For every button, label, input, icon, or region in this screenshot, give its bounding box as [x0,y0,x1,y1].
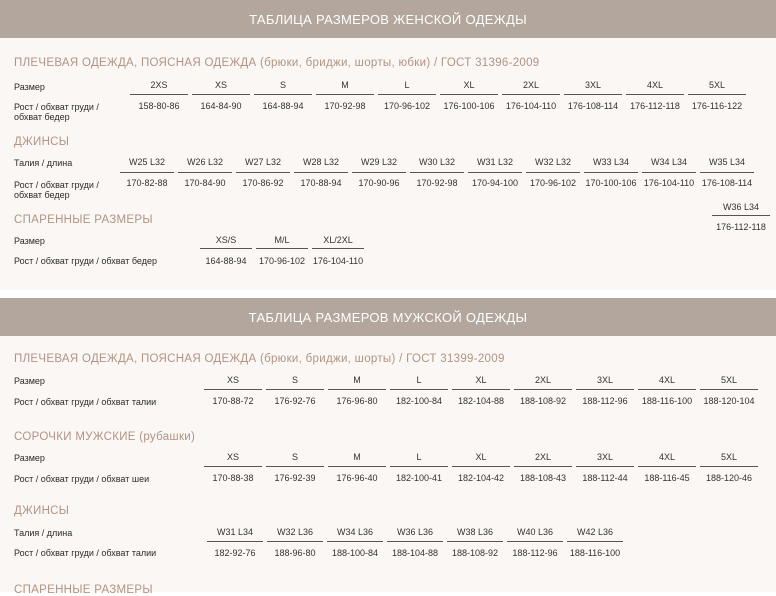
measurement-cell: 176-92-76 [274,396,316,406]
size-cell: XS [226,452,239,462]
size-cell: 4XL [658,375,675,385]
women-jeans-extra-size: W36 L34 [722,202,760,212]
men-chart-title: ТАБЛИЦА РАЗМЕРОВ МУЖСКОЙ ОДЕЖДЫ [248,309,528,325]
size-cell: M [353,452,361,462]
size-cell: 5XL [720,375,737,385]
column-divider [256,248,308,249]
measurement-cell: 176-108-114 [701,178,753,188]
column-divider [452,466,510,467]
size-cell: M [353,375,361,385]
measurement-cell: 176-104-110 [643,178,695,188]
column-divider [514,389,572,390]
women-jeans-extra-divider [712,215,770,216]
measurement-cell: 182-104-42 [457,473,505,483]
measurement-cell: 188-112-96 [582,396,628,406]
size-cell: 2XL [522,80,539,90]
size-cell: XS [226,375,239,385]
size-cell: W34 L34 [650,157,688,167]
men-shirts-size-label: Размер [14,453,45,463]
column-divider [267,541,323,542]
measurement-cell: 188-120-104 [703,396,755,406]
column-divider [700,466,758,467]
measurement-cell: 170-88-38 [212,473,254,483]
measurement-cell: 176-100-106 [443,101,495,111]
size-cell: M/L [274,235,290,245]
column-divider [312,248,364,249]
size-cell: W27 L32 [244,157,282,167]
size-cell: W30 L32 [418,157,456,167]
women-outerwear-heading: ПЛЕЧЕВАЯ ОДЕЖДА, ПОЯСНАЯ ОДЕЖДА (брюки, бриджи, шорты, юбки) / ГОСТ 31396-2009 [14,57,540,69]
size-cell: XL [463,80,475,90]
column-divider [688,94,746,95]
men-outerwear-measure-label: Рост / обхват груди / обхват талии [14,397,157,407]
column-divider [564,94,622,95]
column-divider [452,389,510,390]
men-outerwear-heading: ПЛЕЧЕВАЯ ОДЕЖДА, ПОЯСНАЯ ОДЕЖДА (брюки, бриджи, шорты) / ГОСТ 31399-2009 [14,353,505,365]
measurement-cell: 176-116-122 [691,101,743,111]
measurement-cell: 188-112-96 [512,548,558,558]
measurement-cell: 170-92-98 [416,178,458,188]
measurement-cell: 170-88-94 [300,178,342,188]
column-divider [576,389,634,390]
measurement-cell: 188-112-44 [582,473,628,483]
column-divider [352,172,406,173]
size-cell: W29 L32 [360,157,398,167]
size-cell: S [291,452,298,462]
size-cell: 3XL [596,452,613,462]
size-cell: W33 L34 [592,157,630,167]
column-divider [130,94,188,95]
size-cell: W32 L32 [534,157,572,167]
women-paired-measure-label: Рост / обхват груди / обхват бедер [14,256,157,266]
column-divider [378,94,436,95]
measurement-cell: 170-90-96 [358,178,400,188]
size-cell: W40 L36 [516,527,554,537]
size-cell: XL/2XL [323,235,353,245]
column-divider [638,466,696,467]
column-divider [526,172,580,173]
column-divider [447,541,503,542]
column-divider [294,172,348,173]
size-cell: W28 L32 [302,157,340,167]
size-cell: 3XL [584,80,601,90]
measurement-cell: 182-100-41 [395,473,443,483]
size-cell: 2XS [150,80,168,90]
measurement-cell: 176-104-110 [312,256,364,266]
size-cell: 4XL [646,80,663,90]
column-divider [254,94,312,95]
column-divider [192,94,250,95]
column-divider [327,541,383,542]
column-divider [576,466,634,467]
column-divider [584,172,638,173]
women-jeans-heading: ДЖИНСЫ [14,136,70,148]
measurement-cell: 188-116-100 [641,396,693,406]
column-divider [266,389,324,390]
column-divider [390,466,448,467]
column-divider [507,541,563,542]
measurement-cell: 188-108-92 [519,396,567,406]
column-divider [204,389,262,390]
measurement-cell: 176-112-118 [630,101,680,111]
size-cell: W42 L36 [576,527,614,537]
measurement-cell: 176-96-40 [336,473,378,483]
size-cell: W34 L36 [336,527,374,537]
men-paired-heading: СПАРЕННЫЕ РАЗМЕРЫ [14,584,153,596]
column-divider [178,172,232,173]
size-cell: XL [475,452,487,462]
size-cell: W26 L32 [186,157,224,167]
column-divider [638,389,696,390]
size-cell: L [416,375,422,385]
column-divider [328,466,386,467]
column-divider [328,389,386,390]
column-divider [266,466,324,467]
column-divider [387,541,443,542]
men-shirts-measure-label: Рост / обхват груди / обхват шеи [14,474,150,484]
women-outerwear-size-label: Размер [14,82,45,92]
size-cell: S [279,80,286,90]
men-jeans-size-label: Талия / длина [14,528,73,538]
size-cell: 2XL [534,375,551,385]
measurement-cell: 188-108-92 [451,548,499,558]
size-cell: W36 L36 [396,527,434,537]
column-divider [410,172,464,173]
size-cell: W31 L34 [216,527,254,537]
women-paired-size-label: Размер [14,236,45,246]
column-divider [468,172,522,173]
measurement-cell: 170-94-100 [471,178,519,188]
column-divider [120,172,174,173]
measurement-cell: 188-100-84 [331,548,379,558]
measurement-cell: 176-108-114 [567,101,619,111]
size-cell: M [341,80,349,90]
measurement-cell: 188-116-45 [644,473,690,483]
measurement-cell: 164-88-94 [205,256,247,266]
women-jeans-extra-measure: 176-112-118 [716,222,766,232]
men-size-chart-banner [0,298,776,336]
column-divider [207,541,263,542]
women-size-chart-banner [0,0,776,38]
measurement-cell: 170-96-102 [383,101,431,111]
men-shirts-heading: СОРОЧКИ МУЖСКИЕ (рубашки) [14,431,196,443]
measurement-cell: 164-84-90 [200,101,242,111]
column-divider [567,541,623,542]
men-outerwear-size-label: Размер [14,376,45,386]
measurement-cell: 170-88-72 [212,396,254,406]
women-outerwear-measure-label: Рост / обхват груди / обхват бедер [14,102,99,122]
column-divider [316,94,374,95]
size-cell: W32 L36 [276,527,314,537]
measurement-cell: 182-92-76 [214,548,256,558]
measurement-cell: 182-104-88 [457,396,505,406]
column-divider [236,172,290,173]
size-cell: W38 L36 [456,527,494,537]
column-divider [626,94,684,95]
measurement-cell: 170-100-106 [585,178,637,188]
measurement-cell: 176-104-110 [505,101,557,111]
women-jeans-size-label: Талия / длина [14,158,73,168]
column-divider [204,466,262,467]
size-cell: 3XL [596,375,613,385]
column-divider [514,466,572,467]
column-divider [440,94,498,95]
column-divider [700,172,754,173]
women-chart-title: ТАБЛИЦА РАЗМЕРОВ ЖЕНСКОЙ ОДЕЖДЫ [249,11,527,27]
measurement-cell: 188-120-46 [705,473,753,483]
measurement-cell: 170-86-92 [242,178,284,188]
measurement-cell: 170-96-102 [529,178,577,188]
size-cell: XL [475,375,487,385]
women-paired-heading: СПАРЕННЫЕ РАЗМЕРЫ [14,214,153,226]
measurement-cell: 170-82-88 [126,178,168,188]
men-jeans-heading: ДЖИНСЫ [14,505,70,517]
measurement-cell: 188-116-100 [569,548,621,558]
size-cell: S [291,375,298,385]
measurement-cell: 170-96-102 [258,256,306,266]
measurement-cell: 188-96-80 [274,548,316,558]
measurement-cell: 164-88-94 [262,101,304,111]
column-divider [700,389,758,390]
measurement-cell: 170-92-98 [324,101,366,111]
column-divider [390,389,448,390]
measurement-cell: 158-80-86 [138,101,180,111]
size-cell: XS/S [215,235,237,245]
measurement-cell: 182-100-84 [395,396,443,406]
measurement-cell: 176-92-39 [274,473,316,483]
size-cell: W25 L32 [128,157,166,167]
measurement-cell: 188-104-88 [391,548,439,558]
size-cell: 4XL [658,452,675,462]
measurement-cell: 188-108-43 [519,473,567,483]
size-cell: L [404,80,410,90]
measurement-cell: 176-96-80 [336,396,378,406]
column-divider [502,94,560,95]
size-cell: XS [214,80,227,90]
size-cell: W35 L34 [708,157,746,167]
column-divider [642,172,696,173]
size-cell: 2XL [534,452,551,462]
size-cell: 5XL [720,452,737,462]
size-cell: L [416,452,422,462]
measurement-cell: 170-84-90 [184,178,226,188]
women-jeans-measure-label: Рост / обхват груди / обхват бедер [14,180,99,200]
men-jeans-measure-label: Рост / обхват груди / обхват талии [14,548,157,558]
column-divider [200,248,252,249]
size-cell: W31 L32 [476,157,514,167]
size-cell: 5XL [708,80,725,90]
